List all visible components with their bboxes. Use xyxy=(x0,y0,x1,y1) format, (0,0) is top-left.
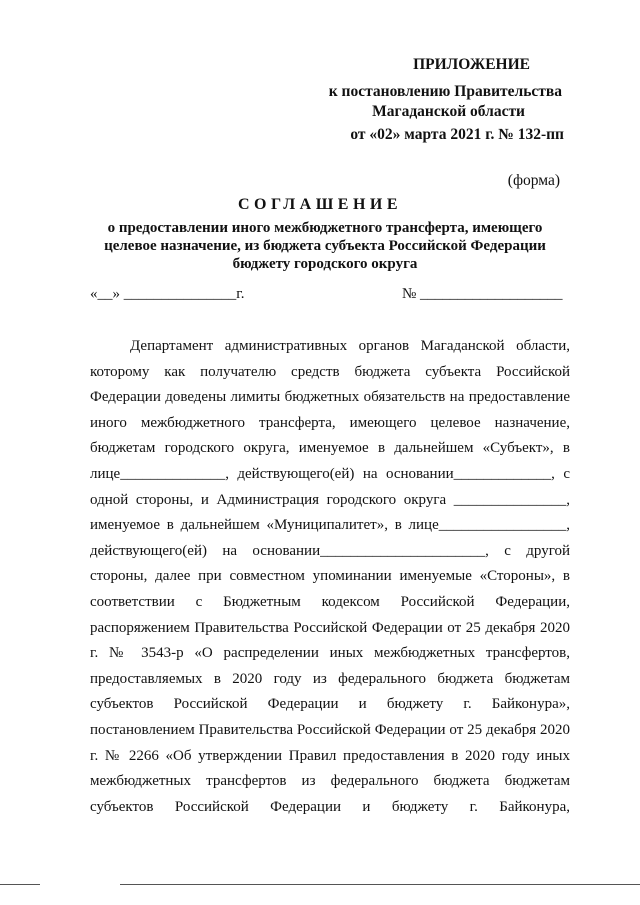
document-title: СОГЛАШЕНИЕ xyxy=(237,196,403,213)
form-mark: (форма) xyxy=(507,172,560,189)
appendix-region-line: Магаданской области xyxy=(372,103,525,120)
appendix-title: ПРИЛОЖЕНИЕ xyxy=(413,56,530,73)
appendix-resolution-line: к постановлению Правительства xyxy=(328,83,562,100)
document-subtitle: о предоставлении иного межбюджетного трансферта, имеющего целевое назначение, из бюджета субъекта Российской Федерации бюджету городского округа xyxy=(104,220,546,272)
agreement-body xyxy=(90,334,570,820)
footer-rule-right xyxy=(120,884,640,885)
date-field: «__» _______________г. xyxy=(90,286,245,302)
number-field: № ___________________ xyxy=(402,286,563,302)
footer-rule-left xyxy=(0,884,40,885)
appendix-date-number-line: от «02» марта 2021 г. № 132-пп xyxy=(350,126,564,143)
agreement-body-text: Департамент административных органов Магаданской области, которому как получателю средств бюджета субъекта Российской Федерации доведены лимиты бюджетных обязательств на предоставление иного межбюджетного трансферта, имеющего целевое назначение, бюджетам городского округа, именуемое в дальнейшем «Субъект», в лице______________, действующего(ей) на основании_____________, с одной стороны, и Администрация городского округа _______________, именуемое в дальнейшем «Муниципалитет», в лице_________________, действующего(ей) на основании______________________, с другой стороны, далее при совместном упоминании именуемые «Стороны», в соответствии с Бюджетным кодексом Российской Федерации, распоряжением Правительства Российской Федерации от 25 декабря 2020 г. № 3543-р «О распределении иных межбюджетных трансфертов, предоставляемых в 2020 году из федерального бюджета бюджетам субъектов Российской Федерации и бюджету г. Байконура», постановлением Правительства Российской Федерации от 25 декабря 2020 г. № 2266 «Об утверждении Правил предоставления в 2020 году иных межбюджетных трансфертов из федерального бюджета бюджетам субъектов Российской Федерации и бюджету г. Байконура, xyxy=(90,338,570,815)
